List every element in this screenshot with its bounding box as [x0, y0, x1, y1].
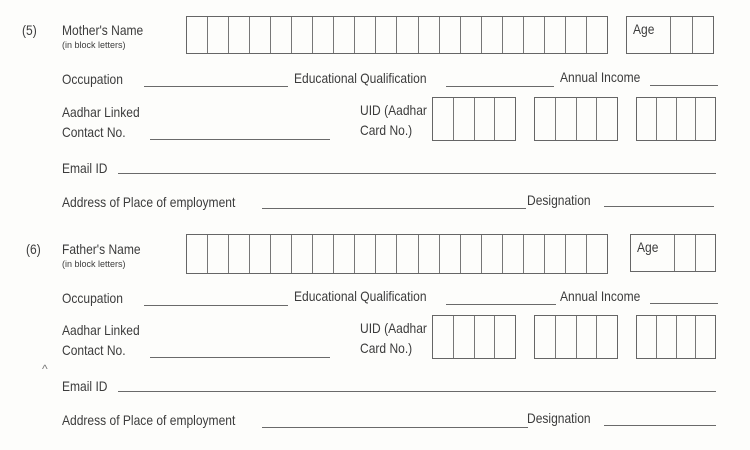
uid-boxes-group-1[interactable]: [432, 97, 516, 141]
aadhar-linked-label: Aadhar Linked: [62, 322, 140, 338]
occupation-field[interactable]: [144, 86, 288, 87]
card-no-label: Card No.): [360, 340, 413, 356]
card-no-label: Card No.): [360, 122, 413, 138]
designation-field[interactable]: [604, 206, 714, 207]
contact-no-label: Contact No.: [62, 342, 126, 358]
uid-boxes-group-1[interactable]: [432, 315, 516, 359]
stray-mark: ^: [42, 362, 48, 376]
block-letters-hint: (in block letters): [62, 259, 126, 269]
age-label: Age: [637, 239, 659, 255]
address-field[interactable]: [262, 427, 528, 428]
address-label: Address of Place of employment: [62, 412, 236, 428]
email-field[interactable]: [118, 391, 716, 392]
education-label: Educational Qualification: [294, 288, 427, 304]
uid-boxes-group-2[interactable]: [534, 315, 618, 359]
block-letters-hint: (in block letters): [62, 40, 126, 50]
section-number: (5): [22, 22, 37, 38]
uid-boxes-group-3[interactable]: [636, 97, 716, 141]
age-label: Age: [633, 21, 655, 37]
father-name-label: Father's Name: [62, 241, 141, 257]
address-label: Address of Place of employment: [62, 194, 236, 210]
mother-name-boxes[interactable]: [186, 16, 608, 54]
father-name-boxes[interactable]: [186, 234, 608, 274]
uid-label: UID (Aadhar: [360, 320, 427, 336]
designation-field[interactable]: [604, 425, 716, 426]
email-label: Email ID: [62, 378, 108, 394]
education-field[interactable]: [446, 86, 554, 87]
income-label: Annual Income: [560, 69, 641, 85]
income-field[interactable]: [650, 303, 718, 304]
email-label: Email ID: [62, 160, 108, 176]
father-age-box[interactable]: [630, 234, 716, 272]
address-field[interactable]: [262, 208, 526, 209]
email-field[interactable]: [118, 173, 716, 174]
mother-age-box[interactable]: [626, 16, 714, 54]
designation-label: Designation: [527, 410, 591, 426]
uid-label: UID (Aadhar: [360, 102, 427, 118]
aadhar-linked-label: Aadhar Linked: [62, 104, 140, 120]
income-field[interactable]: [650, 85, 718, 86]
section-number: (6): [26, 241, 41, 257]
contact-no-field[interactable]: [150, 357, 330, 358]
education-label: Educational Qualification: [294, 70, 427, 86]
occupation-label: Occupation: [62, 71, 123, 87]
designation-label: Designation: [527, 192, 591, 208]
uid-boxes-group-3[interactable]: [636, 315, 716, 359]
occupation-label: Occupation: [62, 290, 123, 306]
contact-no-label: Contact No.: [62, 124, 126, 140]
income-label: Annual Income: [560, 288, 641, 304]
contact-no-field[interactable]: [150, 139, 330, 140]
occupation-field[interactable]: [144, 305, 288, 306]
mother-name-label: Mother's Name: [62, 22, 144, 38]
uid-boxes-group-2[interactable]: [534, 97, 618, 141]
education-field[interactable]: [446, 304, 556, 305]
